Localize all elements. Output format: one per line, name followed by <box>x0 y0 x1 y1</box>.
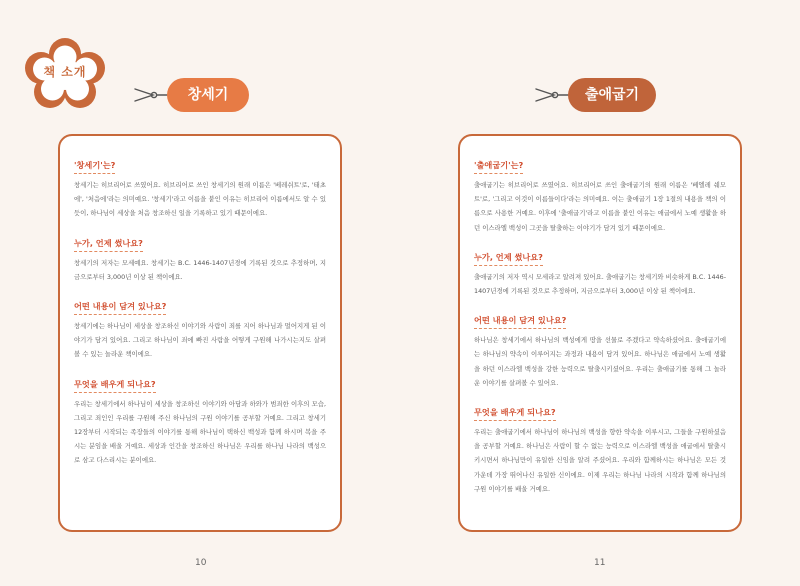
left-content-panel <box>58 134 342 532</box>
left-book-tag <box>133 78 249 112</box>
section-body: 하나님은 창세기에서 하나님의 백성에게 땅을 선물로 주겠다고 약속하셨어요. 출애굽기에는 하나님의 약속이 이루어지는 과정과 내용이 담겨 있어요. 하나님은 애굽에서 노예 생활을 하던 이스라엘 백성을 강한 능력으로 탈출시키셨어요. 우리는 출애굽기를 통해 그 놀라운 이야기를 살펴볼 수 있어요. <box>474 336 726 387</box>
section-body: 창세기의 저자는 모세예요. 창세기는 B.C. 1446-1407년경에 기록된 것으로 추정하며, 지금으로부터 3,000년 이상 된 책이에요. <box>74 258 326 281</box>
left-book-title: 창세기 <box>167 78 249 112</box>
section-heading: 어떤 내용이 담겨 있나요? <box>74 301 166 315</box>
right-content-panel <box>458 134 742 532</box>
section-heading: 누가, 언제 썼나요? <box>474 252 543 266</box>
section-body: 우리는 창세기에서 하나님이 세상을 창조하신 이야기와 아담과 하와가 범죄한 이후의 모습, 그리고 죄인인 우리를 구원해 주신 하나님의 구원 이야기를 공부할 거예요. 그리고 창세기 12장부터 시작되는 족장들의 이야기를 통해 하나님이 택하신 백성과 함께 하시며 복을 주시는 분임을 배울 거예요. 세상과 인간을 창조하신 하나님은 우리를 하나님 나라의 백성으로 삼고 다스리시는 분이에요. <box>74 399 326 465</box>
section-learning <box>74 372 326 468</box>
section-contents <box>74 294 326 362</box>
section-heading: 무엇을 배우게 되나요? <box>74 379 156 393</box>
section-learning <box>474 400 726 496</box>
section-heading: '창세기'는? <box>74 160 115 174</box>
page-number-right: 11 <box>594 558 606 568</box>
section-body: 창세기에는 하나님이 세상을 창조하신 이야기와 사람이 죄를 지어 하나님과 멀어지게 된 이야기가 담겨 있어요. 그리고 하나님이 죄에 빠진 사람을 어떻게 구원해 나가시는지도 살펴볼 수 있는 놀라운 책이에요. <box>74 322 326 359</box>
section-heading: 어떤 내용이 담겨 있나요? <box>474 315 566 329</box>
section-about <box>74 153 326 221</box>
section-body: 출애굽기는 히브리어로 쓰였어요. 히브리어로 쓰인 출애굽기의 원래 이름은 '베엘레 쉐모트'로, '그리고 이것이 이름들이다'라는 의미예요. 이는 출애굽기 1장 1절의 내용을 책의 이름으로 사용한 거예요. 이후에 '출애굽기'라고 이름을 붙인 이유는 애굽에서 노예 생활을 하던 이스라엘 백성이 그곳을 탈출하는 이야기가 담겨 있기 때문이에요. <box>474 181 726 232</box>
book-intro-badge <box>22 38 108 110</box>
section-author <box>474 245 726 298</box>
badge-label: 책 소개 <box>43 65 87 79</box>
section-heading: '출애굽기'는? <box>474 160 523 174</box>
right-book-title: 출애굽기 <box>568 78 656 112</box>
section-body: 출애굽기의 저자 역시 모세라고 알려져 있어요. 출애굽기는 창세기와 비슷하게 B.C. 1446-1407년경에 기록된 것으로 추정하며, 지금으로부터 3,000년 이상 된 책이에요. <box>474 272 726 296</box>
section-heading: 무엇을 배우게 되나요? <box>474 407 556 421</box>
section-body: 창세기는 히브리어로 쓰였어요. 히브리어로 쓰인 창세기의 원래 이름은 '베레쉬트'로, '태초에', '처음에'라는 의미예요. '창세기'라고 이름을 붙인 이유는 히브리어 이름에서도 알 수 있듯이, 하나님이 세상을 처음 창조하신 일을 기록하고 있기 때문이에요. <box>74 181 326 218</box>
section-body: 우리는 출애굽기에서 하나님이 하나님의 백성을 향한 약속을 이루시고, 그들을 구원하셨음을 공부할 거예요. 하나님은 사람이 할 수 없는 능력으로 이스라엘 백성을 애굽에서 탈출시키시면서 하나님만이 유일한 신임을 알려 주셨어요. 우리와 함께하시는 하나님은 모든 것 가운데 가장 뛰어나신 유일한 신이에요. 이제 우리는 하나님 나라의 시작과 함께 하나님의 구원 이야기를 배울 거예요. <box>474 428 726 493</box>
page-number-left: 10 <box>195 558 207 568</box>
section-heading: 누가, 언제 썼나요? <box>74 238 143 252</box>
right-book-tag <box>534 78 656 112</box>
section-contents <box>474 308 726 390</box>
section-about <box>474 153 726 235</box>
section-author <box>74 231 326 284</box>
